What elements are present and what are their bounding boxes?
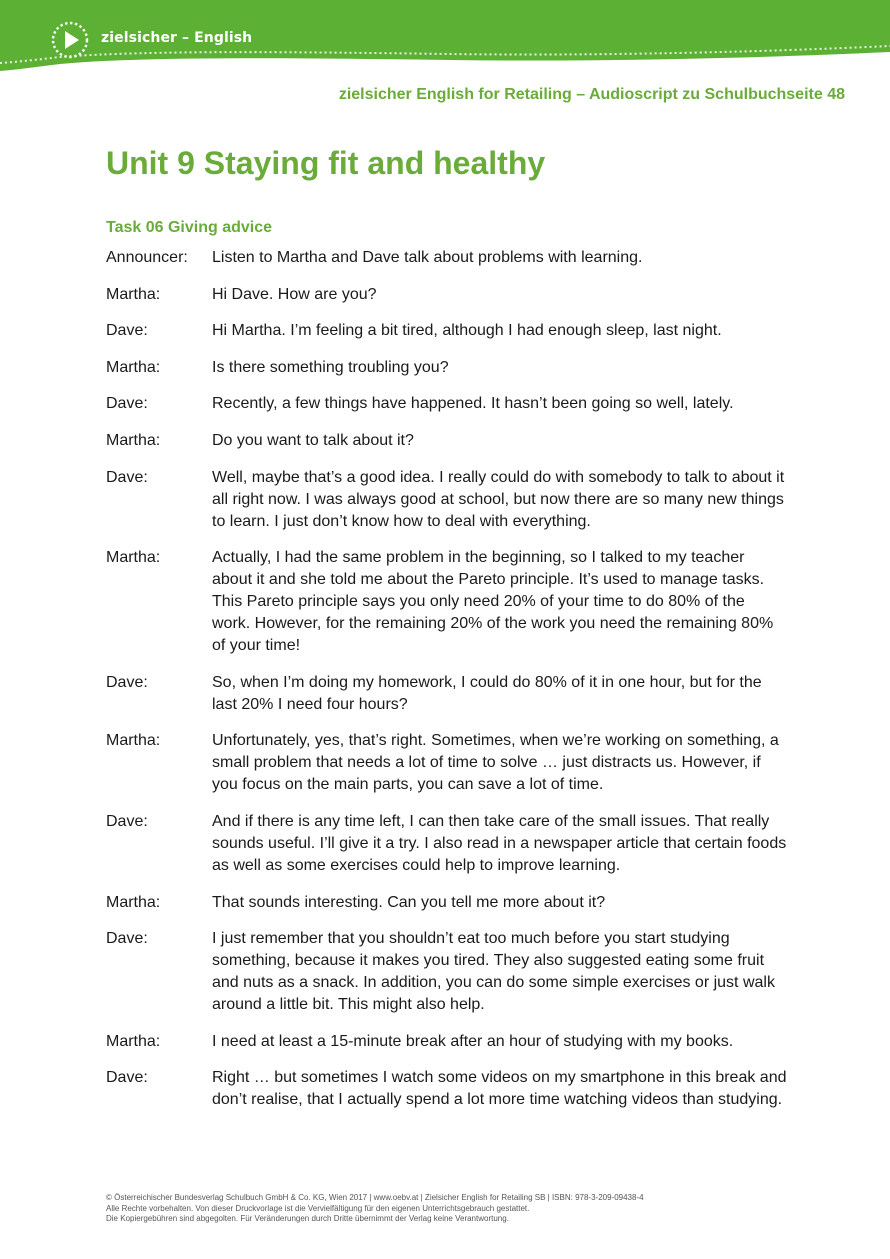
speaker-label: Martha: <box>106 285 161 303</box>
brand-name: zielsicher – English <box>101 30 253 46</box>
speaker-label: Dave: <box>106 468 148 486</box>
speaker-label: Martha: <box>106 732 161 750</box>
utterance-text: So, when I’m doing my homework, I could do 80% of it in one hour, but for the last 20% I need four hours? <box>212 673 762 713</box>
utterance-text: And if there is any time left, I can then take care of the small issues. That really sounds useful. I’ll give it a try. I also read in a newspaper article that certain foods as well as some exercises could help to improve learning. <box>212 812 787 874</box>
dialogue-turn <box>106 467 796 533</box>
utterance-text: Actually, I had the same problem in the beginning, so I talked to my teacher about it and she told me about the Pareto principle. It’s used to manage tasks. This Pareto principle says you only need 20% of your time to do 80% of the work. However, for the remaining 20% of the work you need the remaining 80% of your time! <box>212 549 774 655</box>
speaker-label: Martha: <box>106 358 161 376</box>
dialogue <box>106 247 796 1126</box>
header-banner <box>0 0 890 80</box>
dialogue-turn <box>106 672 796 716</box>
dialogue-turn <box>106 430 796 452</box>
dialogue-turn <box>106 320 796 342</box>
utterance-text: I just remember that you shouldn’t eat too much before you start studying something, because it makes you tired. They also suggested eating some fruit and nuts as a snack. In addition, you can do some simple exercises or just walk around a little bit. This might also help. <box>212 930 775 1014</box>
utterance-text: Hi Martha. I’m feeling a bit tired, although I had enough sleep, last night. <box>212 322 722 340</box>
utterance-text: That sounds interesting. Can you tell me more about it? <box>212 893 606 911</box>
footer-line: © Österreichischer Bundesverlag Schulbuch GmbH & Co. KG, Wien 2017 | www.oebv.at | Zielsicher English for Retailing SB | ISBN: 978-3-209-09438-4 <box>106 1193 644 1202</box>
speaker-label: Announcer: <box>106 249 188 266</box>
utterance-text: Hi Dave. How are you? <box>212 285 377 303</box>
speaker-label: Dave: <box>106 1069 148 1087</box>
speaker-label: Martha: <box>106 431 161 449</box>
dialogue-turn <box>106 1031 796 1053</box>
speaker-label: Dave: <box>106 930 148 948</box>
copyright-footer <box>106 1193 644 1225</box>
play-logo-icon <box>51 21 89 59</box>
utterance-text: Recently, a few things have happened. It hasn’t been going so well, lately. <box>212 395 734 413</box>
utterance-text: Unfortunately, yes, that’s right. Sometimes, when we’re working on something, a small problem that needs a lot of time to solve … just distracts us. However, if you focus on the main parts, you can save a lot of time. <box>212 732 779 794</box>
speaker-label: Dave: <box>106 673 148 691</box>
dialogue-turn <box>106 547 796 657</box>
dialogue-turn <box>106 393 796 415</box>
dialogue-turn <box>106 892 796 914</box>
dialogue-turn <box>106 357 796 379</box>
speaker-label: Martha: <box>106 1032 161 1050</box>
utterance-text: Well, maybe that’s a good idea. I really could do with somebody to talk to about it all right now. I was always good at school, but now there are so many new things to learn. I just don’t know how to deal with everything. <box>212 468 785 530</box>
utterance-text: Is there something troubling you? <box>212 358 449 376</box>
utterance-text: Listen to Martha and Dave talk about problems with learning. <box>212 249 643 266</box>
utterance-text: Right … but sometimes I watch some videos on my smartphone in this break and don’t realise, that I actually spend a lot more time watching videos than studying. <box>212 1069 787 1109</box>
speaker-label: Dave: <box>106 812 148 830</box>
dialogue-turn <box>106 247 796 269</box>
unit-title: Unit 9 Staying fit and healthy <box>106 145 546 181</box>
task-title: Task 06 Giving advice <box>106 219 273 236</box>
utterance-text: Do you want to talk about it? <box>212 431 414 449</box>
speaker-label: Martha: <box>106 893 161 911</box>
speaker-label: Dave: <box>106 322 148 340</box>
utterance-text: I need at least a 15-minute break after an hour of studying with my books. <box>212 1032 734 1050</box>
speaker-label: Martha: <box>106 549 161 567</box>
dialogue-turn <box>106 928 796 1016</box>
footer-line: Alle Rechte vorbehalten. Von dieser Druckvorlage ist die Vervielfältigung für den eigenen Unterrichtsgebrauch gestattet. <box>106 1203 530 1213</box>
dialogue-turn <box>106 284 796 306</box>
dialogue-turn <box>106 1067 796 1111</box>
footer-line: Die Kopiergebühren sind abgegolten. Für Veränderungen durch Dritte übernimmt der Verlag keine Verantwortung. <box>106 1214 509 1223</box>
page-header-title: zielsicher English for Retailing – Audioscript zu Schulbuchseite 48 <box>338 86 845 103</box>
speaker-label: Dave: <box>106 395 148 413</box>
dialogue-turn <box>106 730 796 796</box>
dialogue-turn <box>106 811 796 877</box>
